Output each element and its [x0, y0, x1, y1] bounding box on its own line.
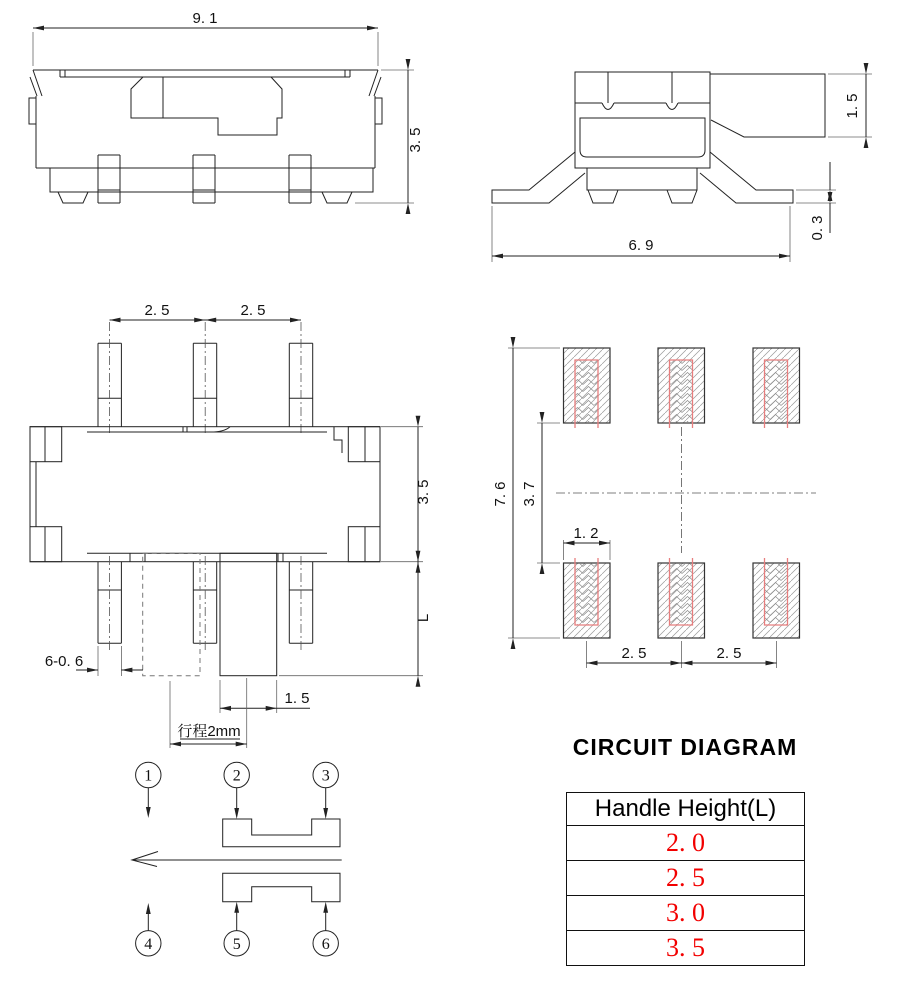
- dim-label-1-5-side: 1. 5: [844, 93, 861, 119]
- dim-label-2-5-a: 2. 5: [144, 302, 170, 319]
- front-foot-left: [58, 192, 88, 203]
- bottom-handle-travel-position: [143, 553, 200, 675]
- bottom-body: [30, 427, 380, 562]
- front-body: [29, 70, 382, 203]
- dim-side-foot: [796, 162, 836, 241]
- dim-bottom-height: [381, 416, 432, 573]
- side-contact-chamber: [580, 118, 705, 157]
- dim-side-width: [492, 206, 790, 262]
- front-pins: [98, 155, 311, 203]
- terminal-6: 6: [321, 935, 330, 953]
- terminal-balloons-top: [136, 762, 339, 819]
- dim-side-handle-height: [828, 63, 872, 148]
- circuit-symbol: [132, 762, 342, 956]
- bottom-bottom-pins: [98, 556, 313, 652]
- bottom-handle: [220, 553, 277, 675]
- dim-land-pitch: [587, 641, 777, 668]
- dim-label-0-3: 0. 3: [809, 215, 826, 241]
- side-legs: [492, 152, 793, 203]
- dim-label-6-9: 6. 9: [628, 237, 654, 254]
- dim-label-travel-2mm: 行程2mm: [177, 723, 241, 740]
- terminal-balloons-bottom: [136, 902, 339, 956]
- dim-bottom-handle-width: [220, 680, 310, 713]
- dim-label-L: L: [415, 613, 432, 623]
- dim-bottom-pin-width: [45, 646, 143, 676]
- handle-height-table-header: Handle Height(L): [594, 795, 777, 822]
- contact-bracket-top: [223, 819, 340, 847]
- dim-land-gap: [521, 412, 560, 574]
- dim-label-2-5-b: 2. 5: [240, 302, 266, 319]
- dim-label-1-2: 1. 2: [573, 525, 599, 542]
- terminal-5: 5: [232, 935, 241, 953]
- slider-arrow: [132, 852, 342, 867]
- bottom-top-pins: [98, 322, 313, 433]
- dim-label-6-0-6: 6-0. 6: [44, 653, 84, 670]
- side-view: [492, 63, 872, 262]
- land-pattern: [492, 337, 816, 668]
- dim-bottom-L: [279, 551, 432, 687]
- handle-height-table: [566, 792, 805, 966]
- terminal-4: 4: [144, 935, 153, 953]
- dim-label-2-5-land-a: 2. 5: [621, 645, 647, 662]
- dim-front-width: [33, 10, 378, 66]
- dim-label-1-5-bottom: 1. 5: [284, 690, 310, 707]
- dim-label-9-1: 9. 1: [192, 10, 218, 27]
- dim-label-3-5-bottom: 3. 5: [415, 479, 432, 505]
- dim-land-pad-width: [564, 525, 611, 560]
- handle-height-row-4: 3. 5: [567, 930, 804, 965]
- handle-height-row-3: 3. 0: [567, 895, 804, 930]
- terminal-2: 2: [232, 767, 241, 785]
- dim-label-7-6: 7. 6: [492, 481, 509, 507]
- side-handle: [710, 74, 825, 137]
- side-body: [575, 72, 710, 168]
- front-view: [29, 10, 424, 214]
- dim-label-3-5-front: 3. 5: [407, 127, 424, 153]
- handle-height-row-1: 2. 0: [567, 825, 804, 860]
- front-foot-right: [322, 192, 352, 203]
- terminal-1: 1: [144, 767, 153, 785]
- circuit-diagram-title: CIRCUIT DIAGRAM: [572, 734, 798, 760]
- dim-bottom-pitch: [110, 302, 302, 322]
- dim-bottom-travel: [170, 678, 247, 748]
- contact-bracket-bottom: [223, 873, 340, 901]
- bottom-view: [30, 302, 432, 748]
- dim-label-2-5-land-b: 2. 5: [716, 645, 742, 662]
- terminal-3: 3: [321, 767, 330, 785]
- front-actuator-recess: [131, 77, 282, 135]
- handle-height-row-2: 2. 5: [567, 860, 804, 895]
- dim-label-3-7: 3. 7: [521, 481, 538, 507]
- dim-front-height: [355, 59, 424, 214]
